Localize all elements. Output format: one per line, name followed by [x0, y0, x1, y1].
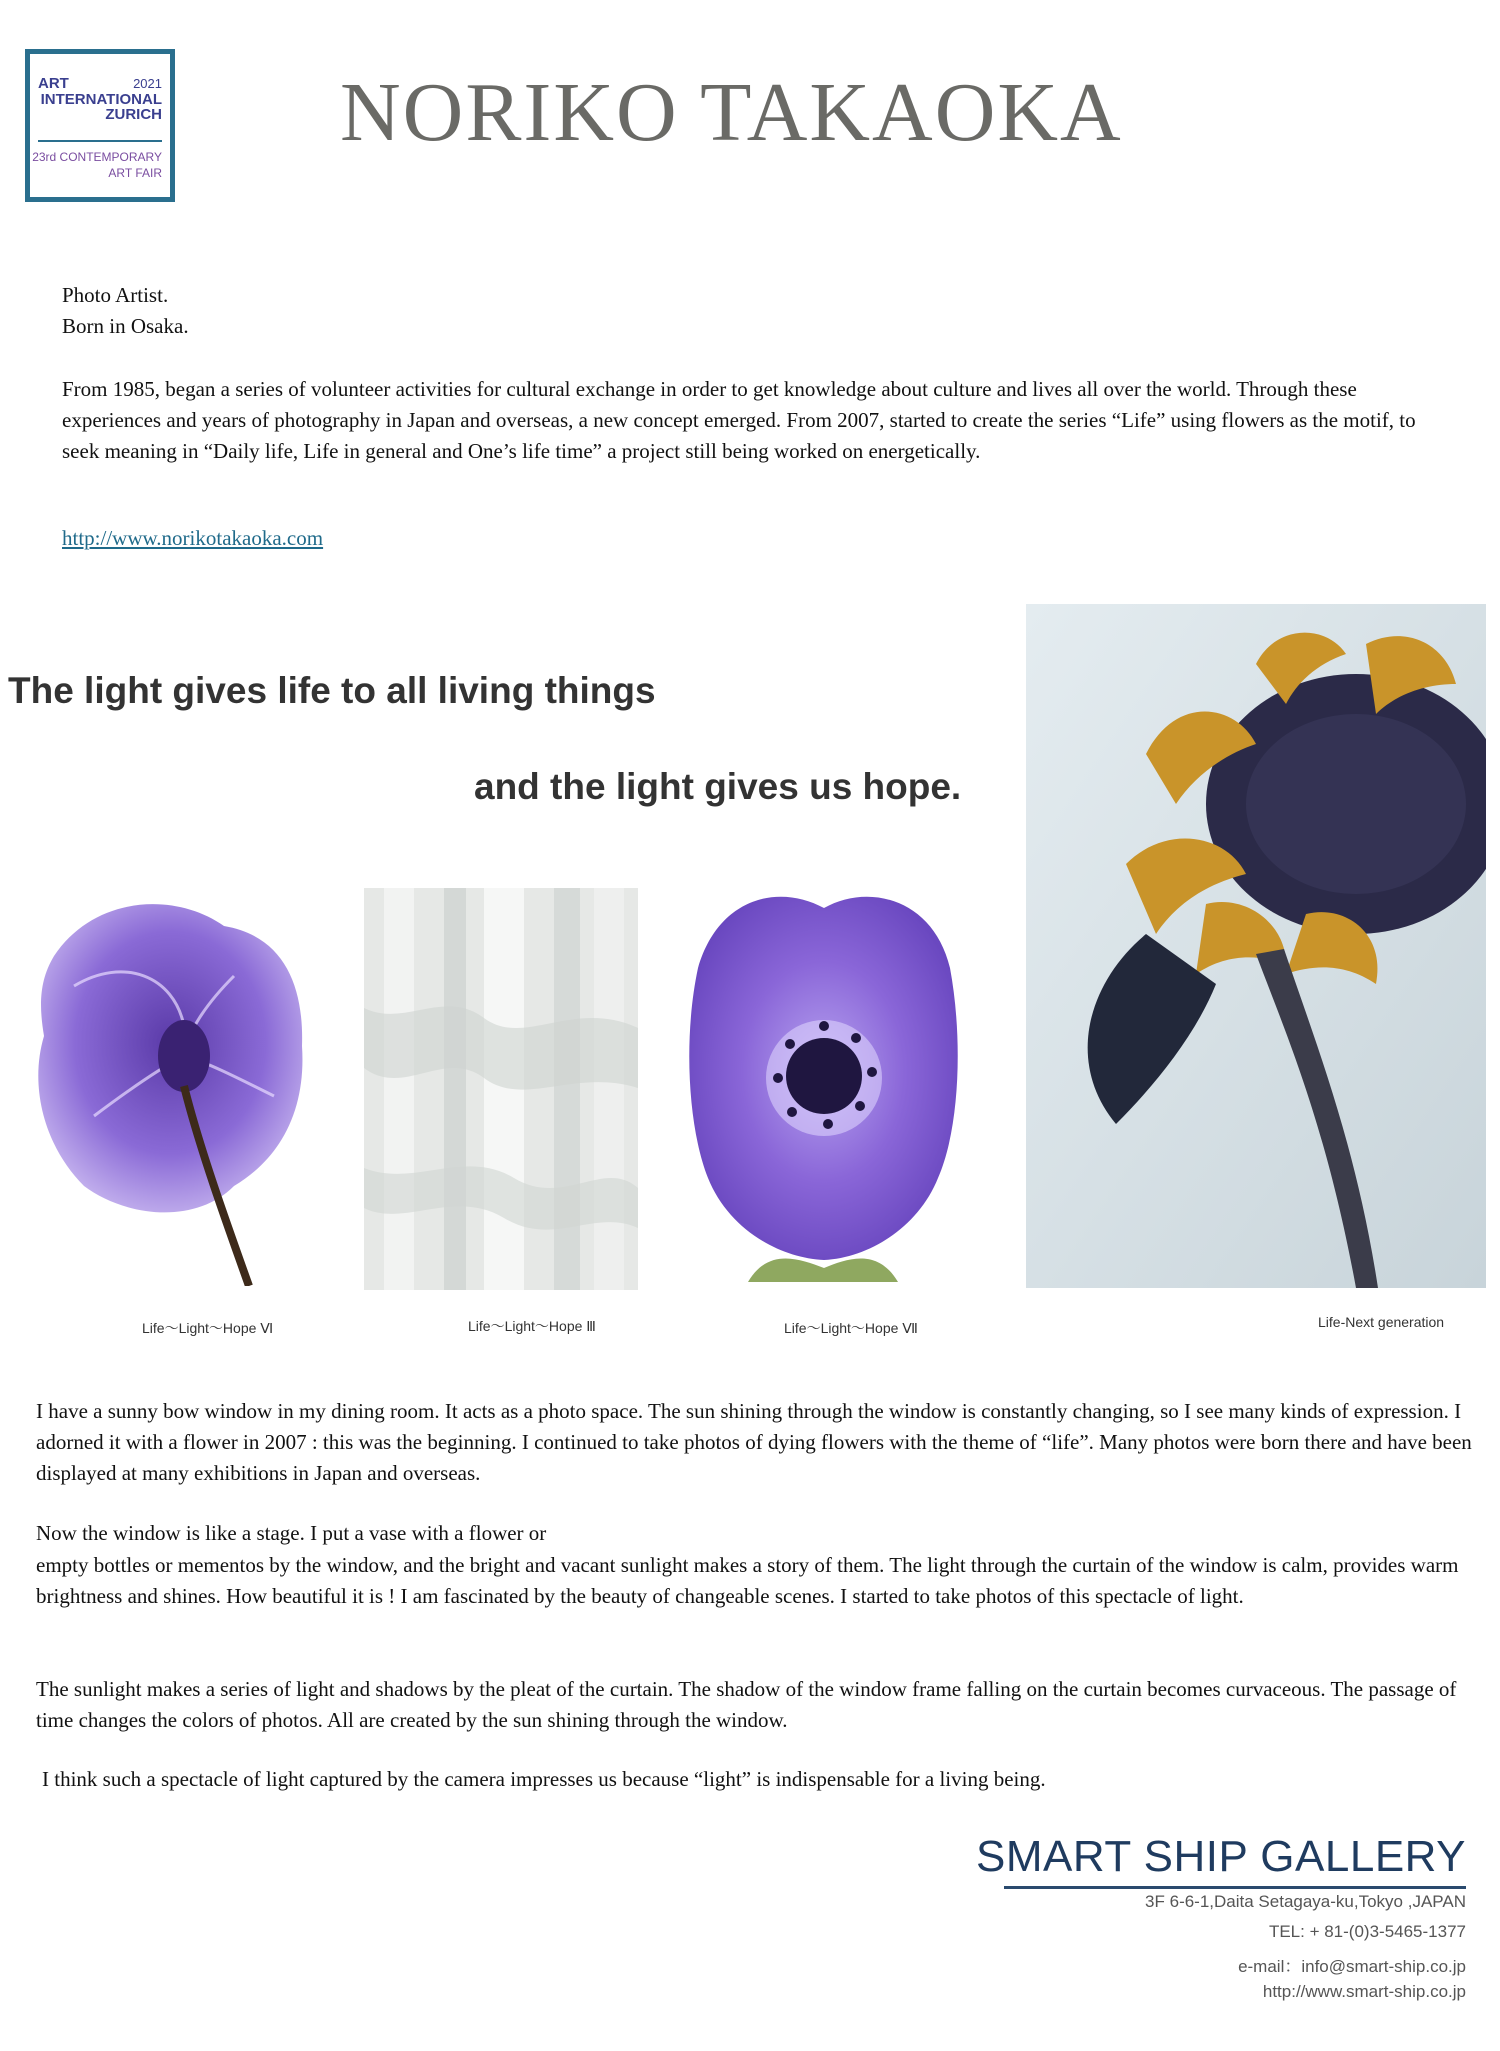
caption-photo-1: Life～Light～Hope Ⅵ — [142, 1320, 274, 1336]
logo-line-art: ART — [38, 75, 69, 92]
photo-wilted-sunflower — [1026, 604, 1486, 1288]
gallery-website: http://www.smart-ship.co.jp — [1262, 1982, 1466, 2001]
tagline-line-2: and the light gives us hope. — [474, 766, 962, 807]
statement-paragraph-1: I have a sunny bow window in my dining room. It acts as a photo space. The sun shining through the window is constantly changing, so I see many kinds of expression. I adorned it with a flower in 2007 : this was the beginning. I continued to take photos of dying flowers with the theme of “life”. Many photos were born there and have been displayed at many exhibitions in Japan and overseas. — [36, 1399, 1472, 1485]
gallery-telephone: TEL: + 81-(0)3-5465-1377 — [1268, 1922, 1466, 1941]
statement-paragraph-2-line-2: empty bottles or mementos by the window, and the bright and vacant sunlight makes a story of them. The light through the curtain of the window is calm, provides warm brightness and shines. How beautiful it is ! I am fascinated by the beauty of changeable scenes. I started to take photos of this spectacle of light. — [36, 1553, 1459, 1608]
statement-paragraph-3: The sunlight makes a series of light and shadows by the pleat of the curtain. The shadow of the window frame falling on the curtain becomes curvaceous. The passage of time changes the colors of photos. All are created by the sun shining through the window. — [36, 1677, 1457, 1732]
gallery-name-logo: SMART SHIP GALLERY — [976, 1832, 1466, 1881]
photo-anemone-front — [688, 888, 960, 1282]
logo-year: 2021 — [133, 76, 162, 91]
bio-birthplace: Born in Osaka. — [62, 314, 189, 338]
caption-photo-4: Life-Next generation — [1318, 1314, 1445, 1330]
artist-website-link[interactable]: http://www.norikotakaoka.com — [62, 526, 324, 550]
logo-line-international: INTERNATIONAL — [40, 91, 162, 108]
artist-name-heading: NORIKO TAKAOKA — [340, 66, 1123, 159]
sunflower-illustration — [1026, 604, 1486, 1288]
gallery-address: 3F 6-6-1,Daita Setagaya-ku,Tokyo ,JAPAN — [1145, 1892, 1466, 1911]
anemone-front-illustration — [688, 888, 960, 1282]
bio-paragraph: From 1985, began a series of volunteer activities for cultural exchange in order to get knowledge about culture and lives all over the world. Through these experiences and years of photography in Japan and overseas, a new concept emerged. From 2007, started to create the series “Life” using flowers as the motif, to seek meaning in “Daily life, Life in general and One’s life time” a project still being worked on energetically. — [62, 377, 1416, 463]
anemone-back-illustration — [34, 896, 306, 1286]
caption-photo-2: Life～Light～Hope Ⅲ — [468, 1318, 596, 1334]
photo-curtain-light — [364, 888, 638, 1290]
tagline-line-1: The light gives life to all living things — [8, 670, 656, 711]
caption-photo-3: Life～Light～Hope Ⅶ — [784, 1320, 918, 1336]
bio-profession: Photo Artist. — [62, 283, 169, 307]
photo-anemone-back — [34, 896, 306, 1286]
gallery-email: e-mail：info@smart-ship.co.jp — [1238, 1957, 1466, 1976]
logo-divider — [38, 140, 162, 142]
logo-line-art-fair: ART FAIR — [108, 166, 162, 180]
logo-line-contemporary: 23rd CONTEMPORARY — [32, 150, 162, 164]
logo-line-zurich: ZURICH — [105, 106, 162, 123]
curtain-illustration — [364, 888, 638, 1290]
gallery-divider — [1004, 1886, 1466, 1889]
art-fair-logo — [25, 49, 175, 202]
statement-paragraph-4: I think such a spectacle of light captured by the camera impresses us because “light” is indispensable for a living being. — [42, 1767, 1046, 1791]
statement-paragraph-2-line-1: Now the window is like a stage. I put a vase with a flower or — [36, 1521, 547, 1545]
